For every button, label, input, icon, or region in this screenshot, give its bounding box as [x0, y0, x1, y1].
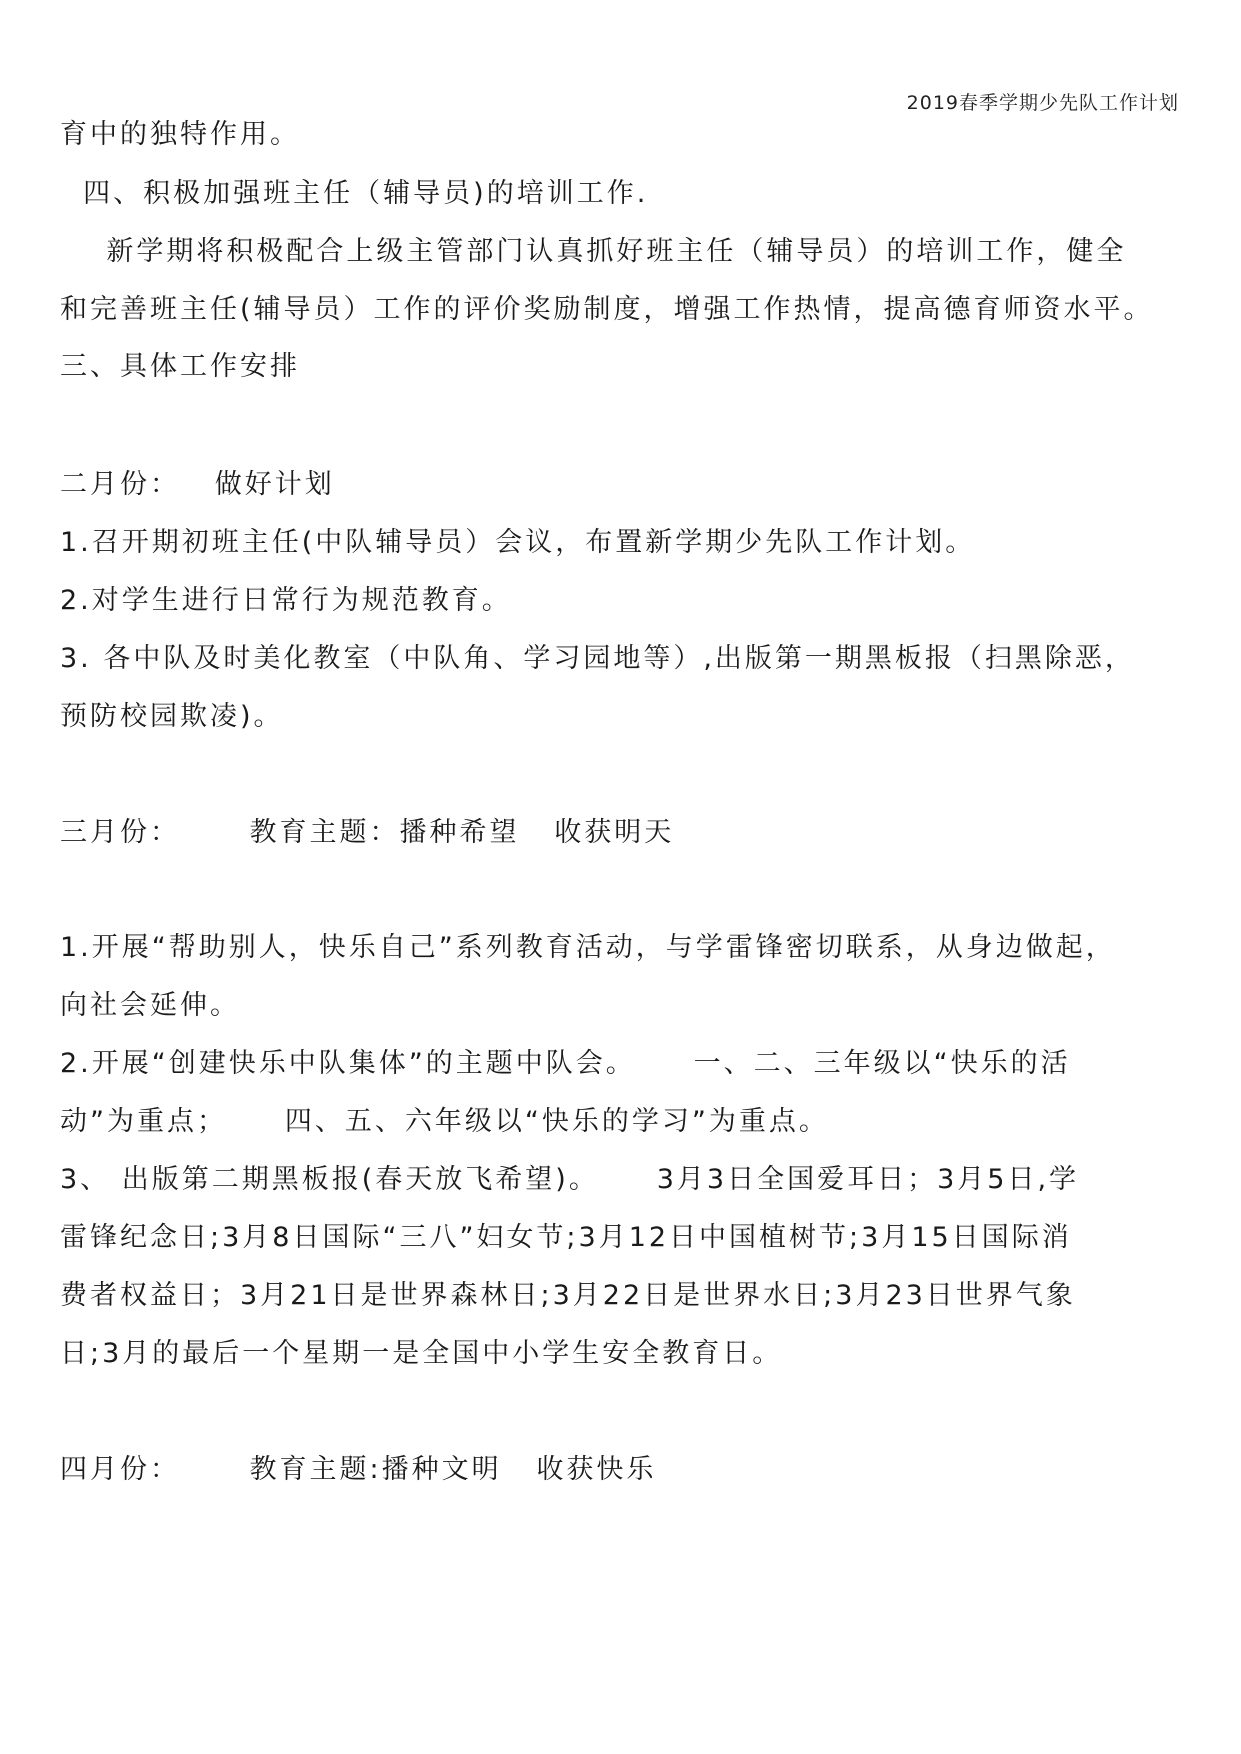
list-item: 1.召开期初班主任(中队辅导员）会议，布置新学期少先队工作计划。 — [60, 527, 976, 558]
list-item-continued: 动”为重点； 四、五、六年级以“快乐的学习”为重点。 — [60, 1106, 829, 1137]
running-header: 2019春季学期少先队工作计划 — [906, 92, 1179, 114]
list-item-continued: 费者权益日；3月21日是世界森林日;3月22日是世界水日;3月23日世界气象 — [60, 1280, 1076, 1311]
month-heading: 四月份： 教育主题:播种文明 收获快乐 — [60, 1454, 657, 1485]
month-heading: 三月份： 教育主题：播种希望 收获明天 — [60, 817, 675, 848]
list-item: 2.开展“创建快乐中队集体”的主题中队会。 一、二、三年级以“快乐的活 — [60, 1048, 1071, 1079]
list-item-continued: 日;3月的最后一个星期一是全国中小学生安全教育日。 — [60, 1338, 783, 1369]
list-item-continued: 雷锋纪念日;3月8日国际“三八”妇女节;3月12日中国植树节;3月15日国际消 — [60, 1222, 1072, 1253]
text-line: 育中的独特作用。 — [60, 119, 300, 150]
list-item-continued: 预防校园欺凌)。 — [60, 701, 284, 732]
section-heading: 四、积极加强班主任（辅导员)的培训工作. — [60, 178, 649, 209]
text-line: 和完善班主任(辅导员）工作的评价奖励制度，增强工作热情，提高德育师资水平。 — [60, 294, 1154, 325]
month-heading: 二月份： 做好计划 — [60, 469, 335, 500]
list-item: 2.对学生进行日常行为规范教育。 — [60, 585, 512, 616]
list-item: 1.开展“帮助别人，快乐自己”系列教育活动，与学雷锋密切联系，从身边做起， — [60, 932, 1116, 963]
section-heading: 三、具体工作安排 — [60, 351, 300, 382]
text-line: 新学期将积极配合上级主管部门认真抓好班主任（辅导员）的培训工作，健全 — [60, 236, 1127, 267]
list-item-continued: 向社会延伸。 — [60, 990, 240, 1021]
list-item: 3、 出版第二期黑板报(春天放飞希望)。 3月3日全国爱耳日；3月5日,学 — [60, 1164, 1080, 1195]
list-item: 3. 各中队及时美化教室（中队角、学习园地等）,出版第一期黑板报（扫黑除恶， — [60, 643, 1135, 674]
